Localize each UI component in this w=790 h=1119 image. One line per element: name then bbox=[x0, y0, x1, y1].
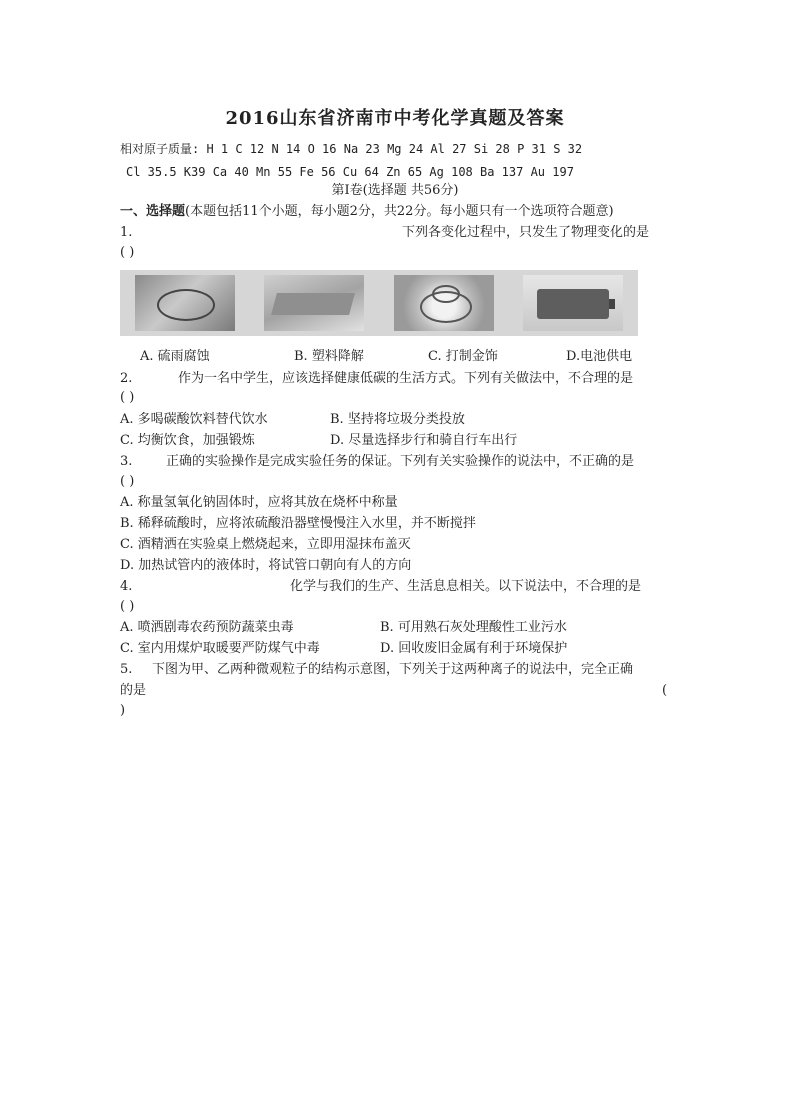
q3-text: 正确的实验操作是完成实验任务的保证。下列有关实验操作的说法中，不正确的是 bbox=[166, 454, 635, 469]
gold-jewelry-photo bbox=[394, 275, 494, 331]
q2-option-d: D. 尽量选择步行和骑自行车出行 bbox=[330, 433, 518, 448]
q1-option-b: B. 塑料降解 bbox=[294, 349, 364, 364]
q5-number: 5. bbox=[120, 662, 133, 677]
q1-option-d: D.电池供电 bbox=[566, 349, 633, 364]
atomic-mass-line-1: 相对原子质量: H 1 C 12 N 14 O 16 Na 23 Mg 24 Al 27 Si 28 P 31 S 32 bbox=[120, 142, 583, 156]
q1-number: 1. bbox=[120, 225, 133, 240]
q2-option-b: B. 坚持将垃圾分类投放 bbox=[330, 412, 465, 427]
q4-option-a: A. 喷洒剧毒农药预防蔬菜虫毒 bbox=[120, 620, 294, 635]
q4-option-d: D. 回收废旧金属有利于环境保护 bbox=[380, 641, 568, 656]
q4-number: 4. bbox=[120, 579, 133, 594]
q5-bracket-open: ( bbox=[662, 683, 668, 698]
part1-label: 一、选择题 bbox=[120, 204, 186, 219]
q3-option-a: A. 称量氢氧化钠固体时，应将其放在烧杯中称量 bbox=[120, 495, 398, 510]
q4-text: 化学与我们的生产、生活息息相关。以下说法中，不合理的是 bbox=[290, 579, 642, 594]
q1-option-c: C. 打制金饰 bbox=[428, 349, 498, 364]
q1-bracket: ( ) bbox=[120, 245, 135, 260]
q1-option-a: A. 硫雨腐蚀 bbox=[140, 349, 210, 364]
battery-photo bbox=[523, 275, 623, 331]
section-header: 第Ⅰ卷(选择题 共56分) bbox=[331, 183, 459, 198]
part1-desc: (本题包括11个小题，每小题2分，共22分。每小题只有一个选项符合题意) bbox=[185, 204, 614, 219]
atomic-mass-line-2: Cl 35.5 K39 Ca 40 Mn 55 Fe 56 Cu 64 Zn 65 Ag 108 Ba 137 Au 197 bbox=[126, 165, 574, 179]
q3-bracket: ( ) bbox=[120, 474, 135, 489]
acid-rain-corrosion-photo bbox=[135, 275, 235, 331]
q5-bracket-close: ) bbox=[120, 703, 126, 718]
q4-option-b: B. 可用熟石灰处理酸性工业污水 bbox=[380, 620, 567, 635]
q3-option-d: D. 加热试管内的液体时，将试管口朝向有人的方向 bbox=[120, 558, 412, 573]
q3-option-c: C. 酒精洒在实验桌上燃烧起来，立即用湿抹布盖灭 bbox=[120, 537, 411, 552]
q5-text: 下图为甲、乙两种微观粒子的结构示意图，下列关于这两种离子的说法中，完全正确 bbox=[152, 662, 634, 677]
q2-number: 2. bbox=[120, 371, 133, 386]
q2-bracket: ( ) bbox=[120, 390, 135, 405]
q3-option-b: B. 稀释硫酸时，应将浓硫酸沿器壁慢慢注入水里，并不断搅拌 bbox=[120, 516, 476, 531]
battery-icon bbox=[537, 289, 609, 319]
part1-heading bbox=[120, 203, 614, 221]
q2-option-c: C. 均衡饮食，加强锻炼 bbox=[120, 433, 255, 448]
q1-text: 下列各变化过程中，只发生了物理变化的是 bbox=[402, 225, 650, 240]
q2-text: 作为一名中学生，应该选择健康低碳的生活方式。下列有关做法中，不合理的是 bbox=[178, 371, 634, 386]
q3-number: 3. bbox=[120, 454, 133, 469]
plastic-degradation-photo bbox=[264, 275, 364, 331]
page-title: 2016山东省济南市中考化学真题及答案 bbox=[225, 108, 565, 129]
q1-image-strip bbox=[120, 270, 638, 336]
q4-option-c: C. 室内用煤炉取暖要严防煤气中毒 bbox=[120, 641, 320, 656]
q2-option-a: A. 多喝碳酸饮料替代饮水 bbox=[120, 412, 268, 427]
q4-bracket: ( ) bbox=[120, 599, 135, 614]
q5-text-continued: 的是 bbox=[120, 683, 147, 698]
